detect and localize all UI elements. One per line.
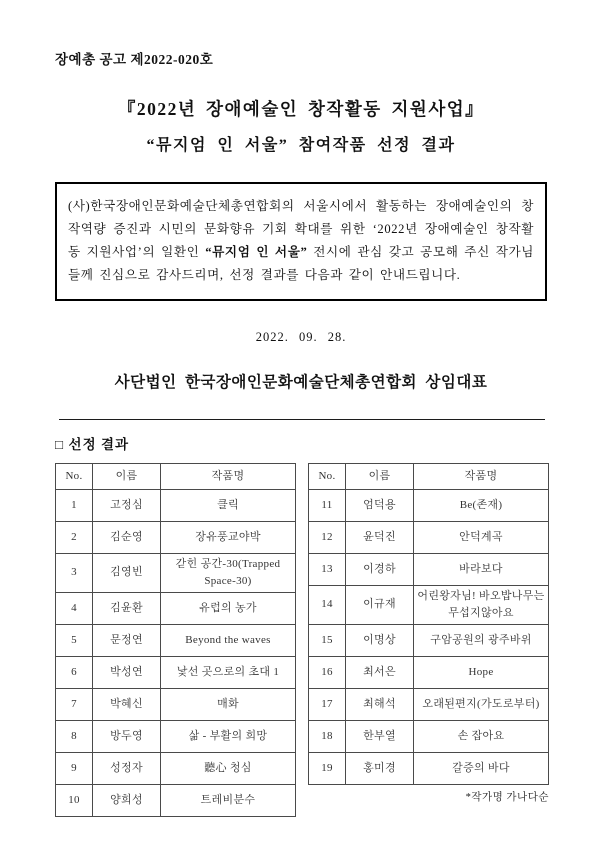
cell-artist-name: 한부열: [346, 720, 414, 752]
section-title: □ 선정 결과: [55, 436, 130, 452]
cell-artist-name: 양희성: [93, 784, 161, 816]
cell-artist-name: 성정자: [93, 752, 161, 784]
cell-no: 6: [56, 656, 93, 688]
cell-artist-name: 김순영: [93, 521, 161, 553]
table-row: [56, 553, 296, 592]
table-header-row: [309, 463, 549, 489]
cell-no: 4: [56, 592, 93, 624]
subtitle: “뮤지엄 인 서울” 참여작품 선정 결과: [146, 137, 456, 154]
section-divider: [59, 419, 545, 420]
cell-artist-name: 고정심: [93, 489, 161, 521]
cell-work-title: 유럽의 농가: [161, 592, 296, 624]
cell-no: 15: [309, 624, 346, 656]
cell-no: 2: [56, 521, 93, 553]
cell-no: 14: [309, 585, 346, 624]
cell-artist-name: 박혜신: [93, 688, 161, 720]
cell-no: 10: [56, 784, 93, 816]
cell-no: 11: [309, 489, 346, 521]
organization-signature: 사단법인 한국장애인문화예술단체총연합회 상임대표: [114, 373, 488, 391]
cell-no: 13: [309, 553, 346, 585]
selection-table-right-col: [308, 463, 549, 804]
col-header-name: 이름: [93, 463, 161, 489]
table-row: [56, 489, 296, 521]
cell-artist-name: 홍미경: [346, 752, 414, 784]
table-row: [56, 752, 296, 784]
cell-no: 8: [56, 720, 93, 752]
cell-no: 7: [56, 688, 93, 720]
announcement-date: 2022. 09. 28.: [255, 329, 347, 344]
cell-work-title: 매화: [161, 688, 296, 720]
table-row: [56, 784, 296, 816]
cell-work-title: 손 잡아요: [414, 720, 549, 752]
main-title: 『2022년 장애예술인 창작활동 지원사업』: [117, 99, 485, 119]
selection-results: [55, 463, 547, 817]
notice-text-lead: (사)한국장애인문화예술단체총연합회의 서울시에서 활동하는 장애예술인의 창작역량 증진과 시민의 문화향유 기회 확대를 위한 ‘2022년 장애예술인 창작활동 지원사업’의 일환인: [68, 199, 534, 259]
cell-work-title: Beyond the waves: [161, 624, 296, 656]
cell-no: 9: [56, 752, 93, 784]
cell-artist-name: 이명상: [346, 624, 414, 656]
cell-work-title: 트레비분수: [161, 784, 296, 816]
col-header-no: No.: [309, 463, 346, 489]
cell-artist-name: 최서은: [346, 656, 414, 688]
col-header-name: 이름: [346, 463, 414, 489]
selection-table-right: [308, 463, 549, 785]
table-row: [309, 720, 549, 752]
table-row: [56, 624, 296, 656]
col-header-no: No.: [56, 463, 93, 489]
table-row: [309, 521, 549, 553]
cell-work-title: 삶 - 부활의 희망: [161, 720, 296, 752]
col-header-work: 작품명: [161, 463, 296, 489]
selection-table-left: [55, 463, 296, 817]
notice-box: [55, 182, 547, 301]
cell-no: 19: [309, 752, 346, 784]
cell-artist-name: 이규재: [346, 585, 414, 624]
table-row: [309, 624, 549, 656]
cell-work-title: 낯선 곳으로의 초대 1: [161, 656, 296, 688]
cell-work-title: 오래된편지(가도로부터): [414, 688, 549, 720]
table-row: [56, 720, 296, 752]
cell-artist-name: 문정연: [93, 624, 161, 656]
cell-no: 17: [309, 688, 346, 720]
cell-artist-name: 박성연: [93, 656, 161, 688]
selection-table-left-col: [55, 463, 296, 817]
cell-work-title: 갈증의 바다: [414, 752, 549, 784]
doc-number: 장예총 공고 제2022-020호: [55, 52, 214, 67]
cell-artist-name: 이경하: [346, 553, 414, 585]
cell-no: 5: [56, 624, 93, 656]
cell-work-title: 聽心 청심: [161, 752, 296, 784]
cell-artist-name: 김윤환: [93, 592, 161, 624]
table-row: [56, 656, 296, 688]
cell-no: 16: [309, 656, 346, 688]
cell-work-title: 어린왕자님! 바오밥나무는 무섭지않아요: [414, 585, 549, 624]
cell-no: 12: [309, 521, 346, 553]
table-row: [56, 688, 296, 720]
notice-text-tail: 전시에 관심 갖고 공모해 주신 작가님들께 진심으로 감사드리며, 선정 결과를 다음과 같이 안내드립니다.: [68, 244, 534, 282]
table-row: [309, 688, 549, 720]
cell-artist-name: 엄덕용: [346, 489, 414, 521]
table-row: [309, 585, 549, 624]
cell-work-title: 장유풍교야박: [161, 521, 296, 553]
cell-work-title: 클릭: [161, 489, 296, 521]
cell-work-title: 바라보다: [414, 553, 549, 585]
cell-no: 18: [309, 720, 346, 752]
table-row: [56, 521, 296, 553]
cell-work-title: Hope: [414, 656, 549, 688]
table-row: [309, 553, 549, 585]
cell-artist-name: 김영빈: [93, 553, 161, 592]
cell-no: 3: [56, 553, 93, 592]
cell-artist-name: 방두영: [93, 720, 161, 752]
cell-work-title: 안덕계곡: [414, 521, 549, 553]
table-row: [56, 592, 296, 624]
cell-work-title: 구암공원의 광주바위: [414, 624, 549, 656]
cell-no: 1: [56, 489, 93, 521]
cell-work-title: Be(존재): [414, 489, 549, 521]
table-header-row: [56, 463, 296, 489]
footnote: *작가명 가나다순: [465, 791, 549, 803]
notice-text-emphasis: “뮤지엄 인 서울”: [205, 244, 308, 259]
cell-artist-name: 윤덕진: [346, 521, 414, 553]
table-row: [309, 489, 549, 521]
table-row: [309, 752, 549, 784]
cell-artist-name: 최해석: [346, 688, 414, 720]
table-row: [309, 656, 549, 688]
cell-work-title: 갇힌 공간-30(Trapped Space-30): [161, 553, 296, 592]
col-header-work: 작품명: [414, 463, 549, 489]
